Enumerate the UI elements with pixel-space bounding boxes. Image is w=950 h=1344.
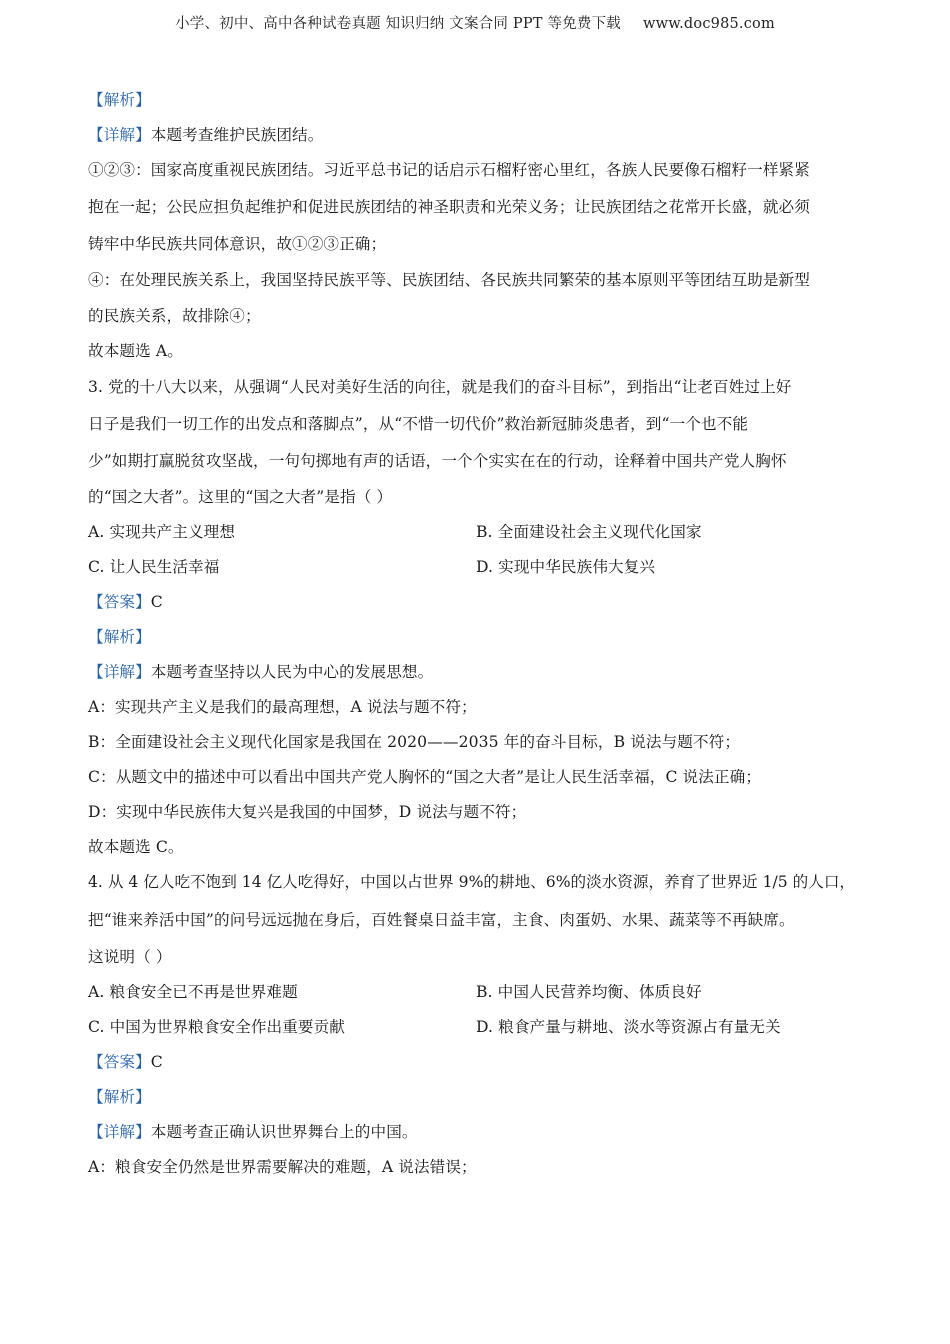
- text-line: 铸牢中华民族共同体意识，故①②③正确；: [88, 235, 387, 253]
- text-line: 抱在一起；公民应担负起维护和促进民族团结的神圣职责和光荣义务；让民族团结之花常开长盛，就必须: [88, 198, 810, 216]
- detail-line: [88, 662, 433, 682]
- header-url[interactable]: www.doc985.com: [642, 16, 775, 32]
- conclusion-line: 故本题选 A。: [88, 342, 183, 360]
- option-c: C. 让人民生活幸福: [88, 558, 220, 576]
- explanation-a: A：实现共产主义是我们的最高理想，A 说法与题不符；: [88, 698, 477, 716]
- answer-value: C: [150, 593, 163, 611]
- detail-label: 【详解】: [88, 663, 151, 681]
- answer-value: C: [150, 1053, 163, 1071]
- text-line: 的民族关系，故排除④；: [88, 307, 261, 325]
- explanation-c: C：从题文中的描述中可以看出中国共产党人胸怀的“国之大者”是让人民生活幸福，C 说法正确；: [88, 768, 762, 786]
- text-line: ④：在处理民族关系上，我国坚持民族平等、民族团结、各民族共同繁荣的基本原则平等团结互助是新型: [88, 271, 810, 289]
- question-stem-line: 的“国之大者”。这里的“国之大者”是指（ ）: [88, 488, 393, 506]
- explanation-d: D：实现中华民族伟大复兴是我国的中国梦，D 说法与题不符；: [88, 803, 527, 821]
- option-b: B. 全面建设社会主义现代化国家: [476, 523, 702, 541]
- question-stem-line: 少”如期打赢脱贫攻坚战，一句句掷地有声的话语，一个个实实在在的行动，诠释着中国共产党人胸怀: [88, 452, 787, 470]
- detail-label: 【详解】: [88, 1123, 151, 1141]
- conclusion-line: 故本题选 C。: [88, 838, 184, 856]
- text-line: ①②③：国家高度重视民族团结。习近平总书记的话启示石榴籽密心里红，各族人民要像石榴籽一样紧紧: [88, 161, 810, 179]
- detail-text: 本题考查坚持以人民为中心的发展思想。: [150, 663, 434, 681]
- answer-label: 【答案】: [88, 593, 151, 611]
- explanation-a: A：粮食安全仍然是世界需要解决的难题，A 说法错误；: [88, 1158, 477, 1176]
- option-b: B. 中国人民营养均衡、体质良好: [476, 983, 702, 1001]
- question-stem-line: 把“谁来养活中国”的问号远远抛在身后，百姓餐桌日益丰富，主食、肉蛋奶、水果、蔬菜等不再缺席。: [88, 911, 795, 929]
- answer-label: 【答案】: [88, 1053, 151, 1071]
- detail-label: 【详解】: [88, 126, 151, 144]
- analysis-label: 【解析】: [88, 91, 151, 109]
- question-stem-line: 3. 党的十八大以来，从强调“人民对美好生活的向往，就是我们的奋斗目标”，到指出“让老百姓过上好: [88, 378, 792, 396]
- option-d: D. 实现中华民族伟大复兴: [476, 558, 656, 576]
- answer-line: [88, 592, 163, 612]
- option-d: D. 粮食产量与耕地、淡水等资源占有量无关: [476, 1018, 781, 1036]
- option-c: C. 中国为世界粮食安全作出重要贡献: [88, 1018, 345, 1036]
- page-header: [0, 12, 950, 33]
- question-stem-line: 日子是我们一切工作的出发点和落脚点”，从“不惜一切代价”救治新冠肺炎患者，到“一个也不能: [88, 415, 749, 433]
- question-stem-line: 4. 从 4 亿人吃不饱到 14 亿人吃得好，中国以占世界 9%的耕地、6%的淡水资源，养育了世界近 1/5 的人口，: [88, 873, 856, 891]
- option-a: A. 实现共产主义理想: [88, 523, 236, 541]
- answer-line: [88, 1052, 163, 1072]
- analysis-label: 【解析】: [88, 628, 151, 646]
- detail-line: [88, 1122, 418, 1142]
- detail-text: 本题考查维护民族团结。: [150, 126, 324, 144]
- question-stem-line: 这说明（ ）: [88, 948, 172, 966]
- analysis-label: 【解析】: [88, 1088, 151, 1106]
- detail-text: 本题考查正确认识世界舞台上的中国。: [150, 1123, 418, 1141]
- option-a: A. 粮食安全已不再是世界难题: [88, 983, 298, 1001]
- explanation-b: B：全面建设社会主义现代化国家是我国在 2020——2035 年的奋斗目标，B 说法与题不符；: [88, 733, 741, 751]
- header-text: 小学、初中、高中各种试卷真题 知识归纳 文案合同 PPT 等免费下载: [175, 16, 621, 32]
- detail-line: [88, 125, 323, 145]
